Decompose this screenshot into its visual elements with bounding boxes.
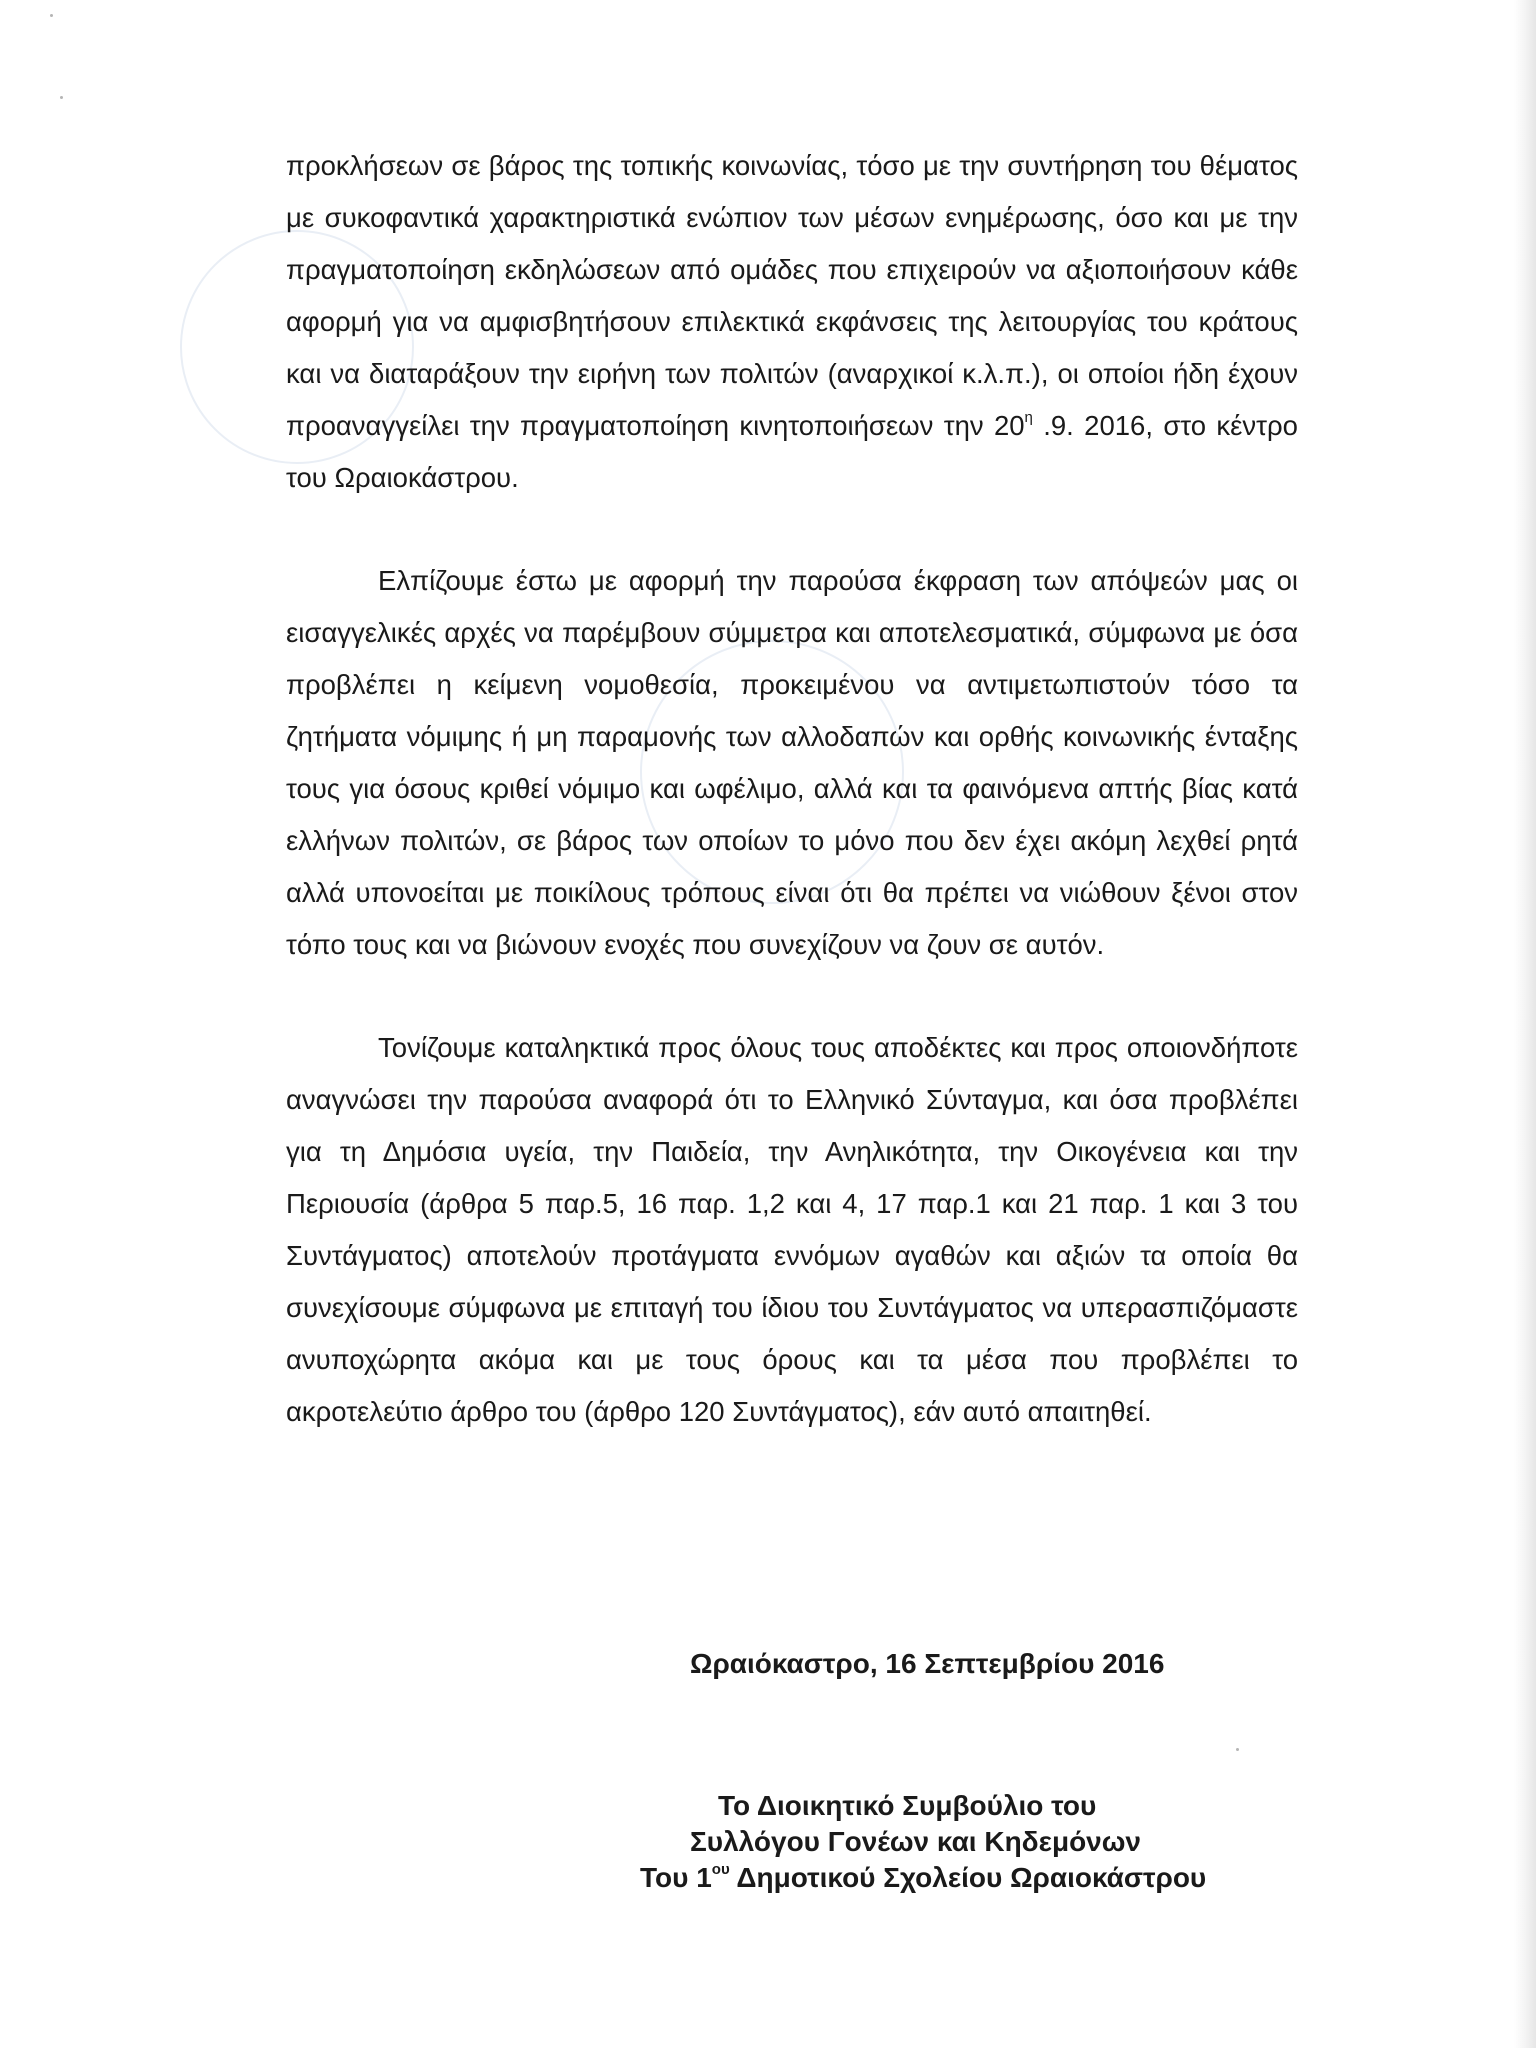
ordinal-superscript: η — [1024, 409, 1033, 426]
document-body — [286, 140, 1298, 1438]
ordinal-superscript: ου — [711, 1861, 730, 1878]
paragraph-1: προκλήσεων σε βάρος της τοπικής κοινωνίας, τόσο με την συντήρηση του θέματος με συκοφαντικά χαρακτηριστικά ενώπιον των μέσων ενημέρωσης, όσο και με την πραγματοποίηση εκδηλώσεων από ομάδες που επιχειρούν να αξιοποιήσουν κάθε αφορμή για να αμφισβητήσουν επιλεκτικά εκφάνσεις της λειτουργίας του κράτους και να διαταράξουν την ειρήνη των πολιτών (αναρχικοί κ.λ.π.), οι οποίοι ήδη έχουν προαναγγείλει την πραγματοποίηση κινητοποιήσεων την $20^\eta$ .9. 2016, στο κέντρο του Ωραιοκάστρου. — [286, 150, 1298, 493]
scan-speck — [1236, 1748, 1239, 1751]
signature-block — [600, 1788, 1300, 1896]
signature-line-3: Του $1^{o\upsilon}$ Δημοτικού Σχολείου Ωραιοκάστρου — [640, 1861, 1207, 1893]
paragraph-2: Ελπίζουμε έστω με αφορμή την παρούσα έκφραση των απόψεών μας οι εισαγγελικές αρχές να παρέμβουν σύμμετρα και αποτελεσματικά, σύμφωνα με όσα προβλέπει η κείμενη νομοθεσία, προκειμένου να αντιμετωπιστούν τόσο τα ζητήματα νόμιμης ή μη παραμονής των αλλοδαπών και ορθής κοινωνικής ένταξης τους για όσους κριθεί νόμιμο και ωφέλιμο, αλλά και τα φαινόμενα απτής βίας κατά ελλήνων πολιτών, σε βάρος των οποίων το μόνο που δεν έχει ακόμη λεχθεί ρητά αλλά υπονοείται με ποικίλους τρόπους είναι ότι θα πρέπει να νιώθουν ξένοι στον τόπο τους και να βιώνουν ενοχές που συνεχίζουν να ζουν σε αυτόν. — [286, 565, 1298, 960]
scan-edge-shadow — [1514, 0, 1536, 2048]
date-line: Ωραιόκαστρο, 16 Σεπτεμβρίου 2016 — [690, 1648, 1165, 1679]
paragraph-3: Τονίζουμε καταληκτικά προς όλους τους αποδέκτες και προς οποιονδήποτε αναγνώσει την παρούσα αναφορά ότι το Ελληνικό Σύνταγμα, και όσα προβλέπει για τη Δημόσια υγεία, την Παιδεία, την Ανηλικότητα, την Οικογένεια και την Περιουσία (άρθρα 5 παρ.5, 16 παρ. 1,2 και 4, 17 παρ.1 και 21 παρ. 1 και 3 του Συντάγματος) αποτελούν προτάγματα εννόμων αγαθών και αξιών τα οποία θα συνεχίσουμε σύμφωνα με επιταγή του ίδιου του Συντάγματος να υπερασπιζόμαστε ανυποχώρητα ακόμα και με τους όρους και τα μέσα που προβλέπει το ακροτελεύτιο άρθρο του (άρθρο 120 Συντάγματος), εάν αυτό απαιτηθεί. — [286, 1032, 1298, 1427]
scan-speck — [50, 14, 53, 17]
signature-line-1: Το Διοικητικό Συμβούλιο του — [718, 1790, 1097, 1821]
scan-speck — [60, 96, 63, 99]
signature-line-2: Συλλόγου Γονέων και Κηδεμόνων — [690, 1826, 1141, 1857]
